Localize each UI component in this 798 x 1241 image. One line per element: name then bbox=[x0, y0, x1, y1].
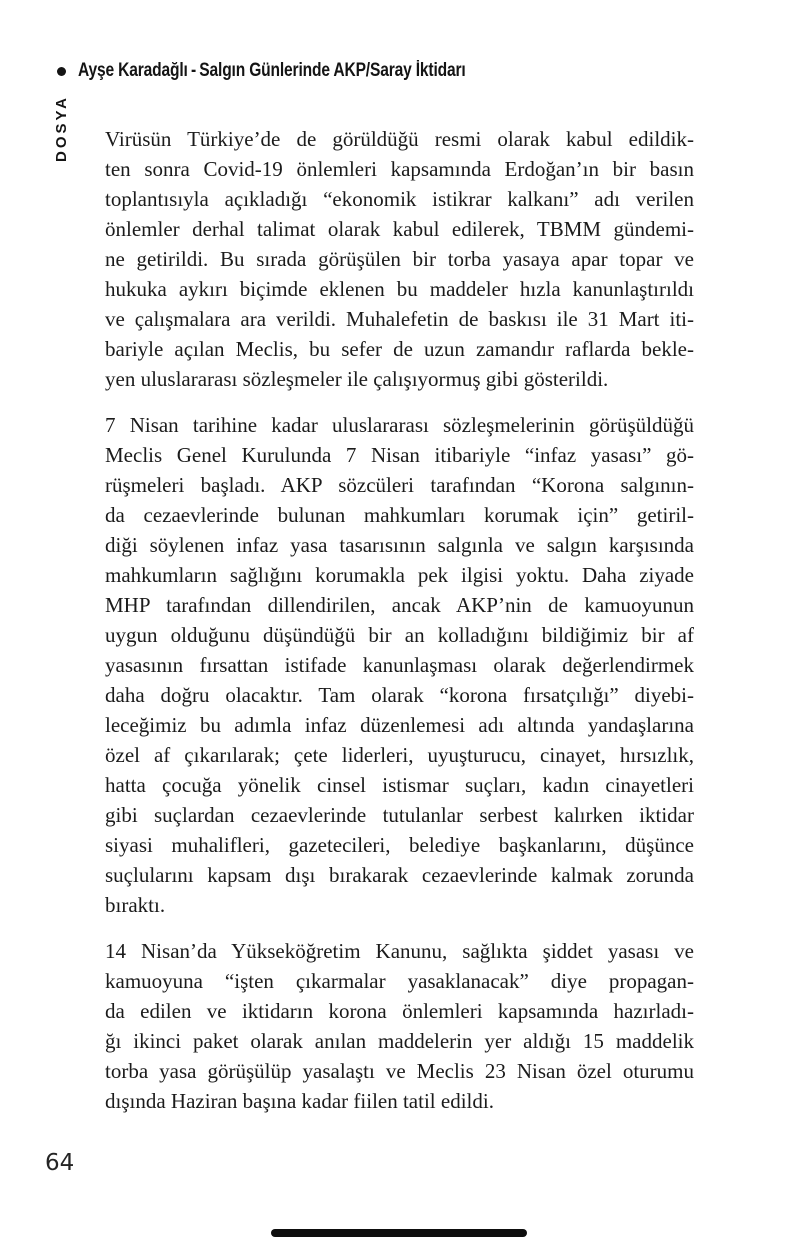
text-line: suçlularını kapsam dışı bırakarak cezaevlerinde kalmak zorunda bbox=[105, 863, 694, 887]
text-line: Virüsün Türkiye’de de görüldüğü resmi olarak kabul edildik- bbox=[105, 127, 694, 151]
paragraph bbox=[105, 936, 694, 1116]
running-header-text bbox=[78, 60, 466, 82]
text-line: bariyle açılan Meclis, bu sefer de uzun zamandır raflarda bekle- bbox=[105, 337, 694, 361]
running-header bbox=[57, 60, 551, 82]
text-line: siyasi muhalifleri, gazetecileri, belediye başkanlarını, düşünce bbox=[105, 833, 694, 857]
text-line: ve çalışmalara ara verildi. Muhalefetin de baskısı ile 31 Mart iti- bbox=[105, 307, 694, 331]
text-line: yasasının fırsattan istifade kanunlaşması olarak değerlendirmek bbox=[105, 653, 694, 677]
paragraph bbox=[105, 124, 694, 394]
text-line: rüşmeleri başladı. AKP sözcüleri tarafından “Korona salgının- bbox=[105, 473, 694, 497]
text-line: 7 Nisan tarihine kadar uluslararası sözleşmelerinin görüşüldüğü bbox=[105, 413, 694, 437]
text-line: ne getirildi. Bu sırada görüşülen bir torba yasaya apar topar ve bbox=[105, 247, 694, 271]
author-name: Ayşe Karadağlı bbox=[78, 60, 188, 81]
text-line: bıraktı. bbox=[105, 893, 166, 917]
bullet-icon bbox=[57, 67, 66, 76]
text-line: yen uluslararası sözleşmeler ile çalışıyormuş gibi gösterildi. bbox=[105, 367, 609, 391]
text-line: hatta çocuğa yönelik cinsel istismar suçları, kadın cinayetleri bbox=[105, 773, 694, 797]
text-line: daha doğru olacaktır. Tam olarak “korona fırsatçılığı” diyebi- bbox=[105, 683, 694, 707]
text-line: 14 Nisan’da Yükseköğretim Kanunu, sağlıkta şiddet yasası ve bbox=[105, 939, 694, 963]
text-line: özel af çıkarılarak; çete liderleri, uyuşturucu, cinayet, hırsızlık, bbox=[105, 743, 694, 767]
body-text bbox=[105, 124, 694, 1132]
text-line: MHP tarafından dillendirilen, ancak AKP’nin de kamuoyunun bbox=[105, 593, 694, 617]
section-side-label bbox=[52, 86, 72, 162]
text-line: gibi suçlardan cezaevlerinde tutulanlar serbest kalırken iktidar bbox=[105, 803, 694, 827]
text-line: ğı ikinci paket olarak anılan maddelerin yer aldığı 15 maddelik bbox=[105, 1029, 694, 1053]
text-line: da cezaevlerinde bulunan mahkumları korumak için” getiril- bbox=[105, 503, 694, 527]
text-line: kamuoyuna “işten çıkarmalar yasaklanacak” diye propagan- bbox=[105, 969, 694, 993]
home-indicator[interactable] bbox=[271, 1229, 527, 1237]
text-line: ten sonra Covid-19 önlemleri kapsamında Erdoğan’ın bir basın bbox=[105, 157, 694, 181]
text-line: hukuka aykırı biçimde eklenen bu maddeler hızla kanunlaştırıldı bbox=[105, 277, 694, 301]
header-separator: - bbox=[190, 60, 197, 81]
text-line: önlemler derhal talimat olarak kabul edilerek, TBMM gündemi- bbox=[105, 217, 694, 241]
text-line: Meclis Genel Kurulunda 7 Nisan itibariyle “infaz yasası” gö- bbox=[105, 443, 694, 467]
text-line: dışında Haziran başına kadar fiilen tatil edildi. bbox=[105, 1089, 494, 1113]
text-line: leceğimiz bu adımla infaz düzenlemesi adı altında yandaşlarına bbox=[105, 713, 694, 737]
text-line: diği söylenen infaz yasa tasarısının salgınla ve salgın karşısında bbox=[105, 533, 694, 557]
text-line: mahkumların sağlığını korumakla pek ilgisi yoktu. Daha ziyade bbox=[105, 563, 694, 587]
book-title: Salgın Günlerinde AKP/Saray İktidarı bbox=[199, 60, 466, 81]
text-line: torba yasa görüşülüp yasalaştı ve Meclis 23 Nisan özel oturumu bbox=[105, 1059, 694, 1083]
side-label-text: DOSYA bbox=[53, 95, 70, 162]
text-line: da edilen ve iktidarın korona önlemleri kapsamında hazırladı- bbox=[105, 999, 694, 1023]
text-line: toplantısıyla açıkladığı “ekonomik istikrar kalkanı” adı verilen bbox=[105, 187, 694, 211]
page-number: 64 bbox=[45, 1150, 75, 1176]
paragraph bbox=[105, 410, 694, 920]
text-line: uygun olduğunu düşündüğü bir an kolladığını bildiğimiz bir af bbox=[105, 623, 694, 647]
